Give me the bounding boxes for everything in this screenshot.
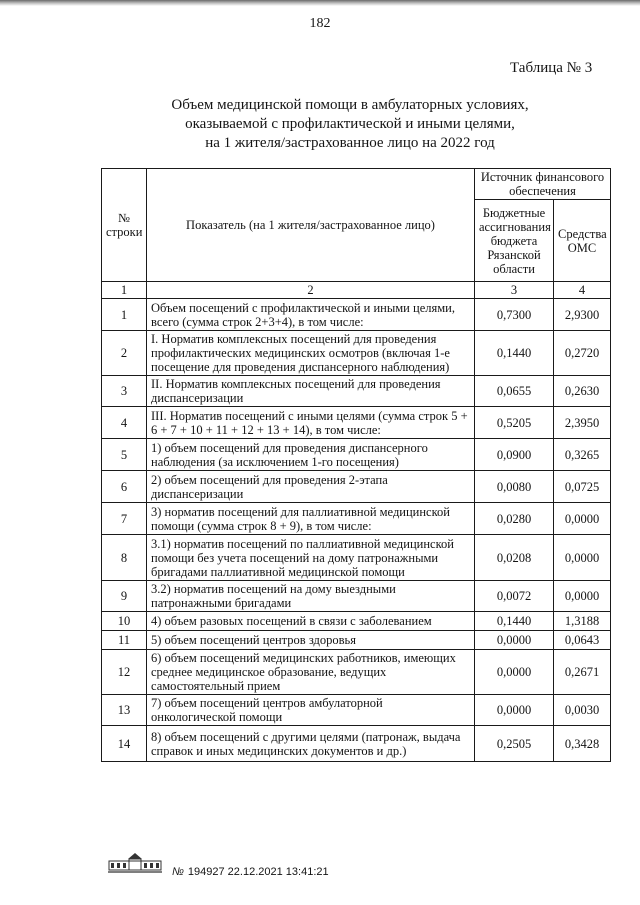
row-oms-value: 0,0000 [554,535,611,581]
table-row [102,631,611,650]
row-number: 13 [102,695,147,726]
scan-edge [0,0,640,6]
row-oms-value: 0,0000 [554,581,611,612]
row-oms-value: 0,0643 [554,631,611,650]
row-oms-value: 1,3188 [554,612,611,631]
row-indicator: 1) объем посещений для проведения диспансерного наблюдения (за исключением 1-го посещения) [147,439,475,471]
row-number: 3 [102,376,147,407]
title-line: оказываемой с профилактической и иными целями, [185,116,515,132]
row-number: 6 [102,471,147,503]
row-oms-value: 0,2720 [554,331,611,376]
building-logo [108,851,162,873]
table-row [102,299,611,331]
row-oms-value: 2,9300 [554,299,611,331]
page-number: 182 [309,16,331,31]
table-row [102,407,611,439]
row-number: 9 [102,581,147,612]
row-budget-value: 0,5205 [475,407,554,439]
row-number: 7 [102,503,147,535]
row-oms-value: 0,2671 [554,650,611,695]
row-budget-value: 0,2505 [475,726,554,762]
document-title [60,96,640,153]
row-budget-value: 0,1440 [475,331,554,376]
header-budget: Бюджетные ассигнования бюджета Рязанской области [475,200,554,282]
row-indicator: I. Норматив комплексных посещений для проведения профилактических медицинских осмотров (включая 1-е посещение для проведения диспансерного наблюдения) [147,331,475,376]
row-indicator: 6) объем посещений медицинских работников, имеющих среднее медицинское образование, ведущих самостоятельный прием [147,650,475,695]
row-number: 10 [102,612,147,631]
column-number: 2 [147,282,475,299]
row-oms-value: 0,0030 [554,695,611,726]
row-number: 2 [102,331,147,376]
volume-table [101,168,611,762]
title-line: на 1 жителя/застрахованное лицо на 2022 год [205,135,495,151]
row-number: 1 [102,299,147,331]
row-number: 4 [102,407,147,439]
row-number: 11 [102,631,147,650]
table-row [102,376,611,407]
footer-mark: № [172,866,184,878]
table-body [102,299,611,762]
row-indicator: 2) объем посещений для проведения 2-этапа диспансеризации [147,471,475,503]
row-oms-value: 0,3428 [554,726,611,762]
row-budget-value: 0,1440 [475,612,554,631]
row-budget-value: 0,0900 [475,439,554,471]
column-number: 1 [102,282,147,299]
row-oms-value: 0,2630 [554,376,611,407]
header-row-no: № строки [102,169,147,282]
table-row [102,612,611,631]
row-number: 12 [102,650,147,695]
table-row [102,439,611,471]
row-number: 5 [102,439,147,471]
row-budget-value: 0,7300 [475,299,554,331]
table-row [102,503,611,535]
table-row [102,535,611,581]
row-budget-value: 0,0000 [475,650,554,695]
row-indicator: 7) объем посещений центров амбулаторной онкологической помощи [147,695,475,726]
row-indicator: Объем посещений с профилактической и иными целями, всего (сумма строк 2+3+4), в том числе: [147,299,475,331]
header-oms: Средства ОМС [554,200,611,282]
row-budget-value: 0,0280 [475,503,554,535]
row-budget-value: 0,0080 [475,471,554,503]
row-budget-value: 0,0072 [475,581,554,612]
header-indicator: Показатель (на 1 жителя/застрахованное лицо) [147,169,475,282]
row-indicator: 4) объем разовых посещений в связи с заболеванием [147,612,475,631]
row-indicator: 3) норматив посещений для паллиативной медицинской помощи (сумма строк 8 + 9), в том числе: [147,503,475,535]
table-label: Таблица № 3 [510,60,593,76]
table-row [102,650,611,695]
row-indicator: 3.2) норматив посещений на дому выездными патронажными бригадами [147,581,475,612]
row-oms-value: 2,3950 [554,407,611,439]
table-row [102,331,611,376]
row-indicator: III. Норматив посещений с иными целями (сумма строк 5 + 6 + 7 + 10 + 11 + 12 + 13 + 14), в том числе: [147,407,475,439]
row-budget-value: 0,0655 [475,376,554,407]
row-budget-value: 0,0208 [475,535,554,581]
table-row [102,695,611,726]
row-oms-value: 0,3265 [554,439,611,471]
table-row [102,471,611,503]
row-number: 8 [102,535,147,581]
table-row [102,726,611,762]
table-row [102,581,611,612]
row-budget-value: 0,0000 [475,631,554,650]
column-number: 4 [554,282,611,299]
title-line: Объем медицинской помощи в амбулаторных условиях, [171,97,529,113]
footer-doc-id: 194927 22.12.2021 13:41:21 [187,866,329,878]
row-budget-value: 0,0000 [475,695,554,726]
row-indicator: 5) объем посещений центров здоровья [147,631,475,650]
column-number: 3 [475,282,554,299]
header-source-group: Источник финансового обеспечения [475,169,611,200]
row-number: 14 [102,726,147,762]
footer-signature [172,866,329,878]
row-indicator: II. Норматив комплексных посещений для проведения диспансеризации [147,376,475,407]
row-indicator: 3.1) норматив посещений по паллиативной медицинской помощи без учета посещений на дому патронажными бригадами паллиативной медицинской помощи [147,535,475,581]
row-indicator: 8) объем посещений с другими целями (патронаж, выдача справок и иных медицинских документов и др.) [147,726,475,762]
row-oms-value: 0,0000 [554,503,611,535]
row-oms-value: 0,0725 [554,471,611,503]
